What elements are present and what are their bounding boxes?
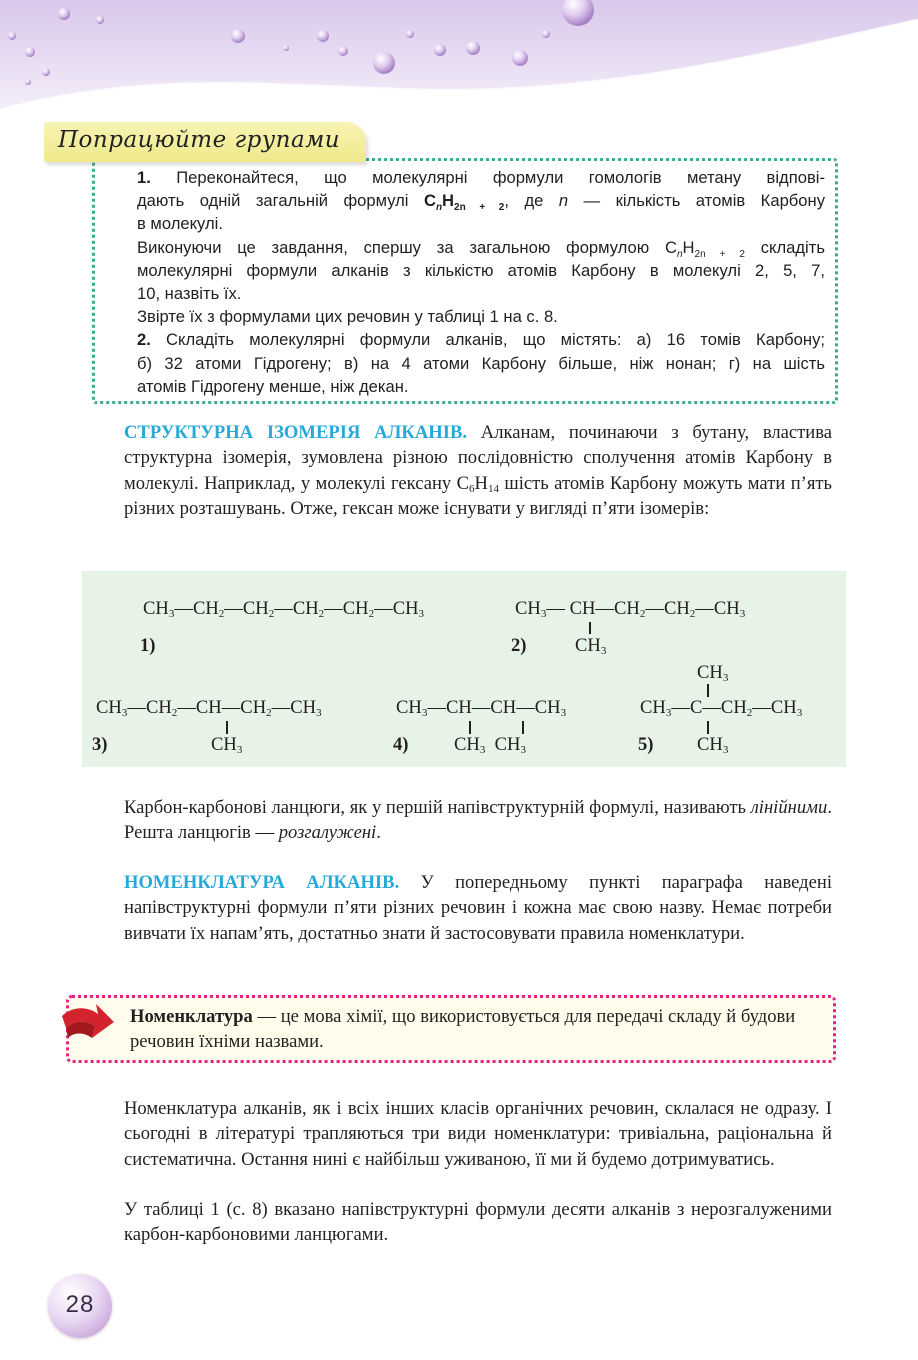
definition-body: — це мова хімії, що використовується для передачі складу й будови речовин їхніми назвами.	[130, 1006, 796, 1053]
formula-3: $CH_3—CH_2—CH—CH_2—CH_3$	[96, 697, 322, 719]
group-work-title: Попрацюйте групами	[58, 127, 341, 153]
formula-h: H	[682, 237, 695, 257]
term-branched: розгалужені	[278, 822, 377, 844]
page-number-badge	[48, 1274, 112, 1338]
term-linear: лінійними	[750, 797, 828, 818]
formula-c: C	[423, 191, 436, 211]
isomerism-heading: СТРУКТУРНА ІЗОМЕРІЯ АЛКАНІВ.	[124, 422, 468, 443]
bond-line	[589, 622, 591, 634]
chains-text: .	[376, 822, 381, 844]
nomenclature-heading: НОМЕНКЛАТУРА АЛКАНІВ.	[124, 872, 400, 893]
formula-3-number: 3)	[92, 734, 108, 755]
formula-2: $CH_3—$ $CH—CH_2—CH_2—CH_3$	[515, 598, 746, 620]
chains-text: . Решта ланцюгів —	[124, 797, 832, 844]
nomenclature-types-text: Номенклатура алканів, як і всіх інших класів органічних речовин, склалася не одразу. І сьогодні в літературі трапляються три види номенклатури: тривіальна, раціональна й систематична. Остання нині є найбільш уживаною, її ми й будемо дотримуватись.	[124, 1098, 832, 1170]
task1-line	[137, 166, 825, 189]
task2-line	[137, 328, 825, 351]
group-work-tab	[44, 122, 366, 162]
formula-h: H	[442, 191, 455, 211]
italic-n: n	[558, 191, 569, 211]
formula-4-number: 4)	[393, 734, 409, 755]
table-reference-text: У таблиці 1 (с. 8) вказано напівструктурні формули десяти алканів з нерозгалуженими карбон-карбоновими ланцюгами.	[124, 1199, 832, 1246]
formula-5: $CH_3—C—CH_2—CH_3$	[640, 697, 803, 719]
task1-text: дають одній загальній формулі	[137, 191, 424, 211]
task1-text: , де	[504, 191, 559, 211]
task1-text: Переконайтеся, що молекулярні формули гомологів метану відпові-	[176, 168, 825, 187]
formula-2-branch: $CH_3$	[575, 635, 607, 657]
nomenclature-text: У попередньому пункті параграфа наведені напівструктурні формули п’яти різних речовин і кожна має свою назву. Немає потреби вивчати їх напам’ять, достатньо знати й застосовувати правила номенклатури.	[124, 872, 832, 944]
formula-3-branch: $CH_3$	[211, 734, 243, 756]
task1-line: Звірте їх з формулами цих речовин у таблиці 1 на с. 8.	[137, 307, 558, 327]
formula-2-number: 2)	[511, 635, 527, 656]
task2-number: 2.	[137, 330, 151, 350]
isomerism-text: H	[474, 472, 488, 494]
formula-5-bottom: $CH_3$	[697, 734, 729, 756]
table-reference-paragraph	[124, 1197, 832, 1248]
task2-text: Складіть молекулярні формули алканів, що містять: а) 16 томів Карбону;	[166, 330, 825, 350]
formula-1: $CH_3—CH_2—CH_2—CH_2—CH_2—CH_3$	[143, 598, 425, 620]
task1-text: складіть	[744, 237, 825, 257]
nomenclature-types-paragraph	[124, 1096, 832, 1172]
definition-text	[130, 1004, 820, 1055]
bond-line	[707, 721, 709, 734]
formula-5-top: $CH_3$	[697, 662, 729, 684]
task1-line: в молекулі.	[137, 214, 223, 234]
task1-number: 1.	[137, 168, 151, 187]
task1-line: 10, назвіть їх.	[137, 284, 242, 304]
task1-text: — кількість атомів Карбону	[568, 191, 825, 211]
task1-line: молекулярні формули алканів з кількістю атомів Карбону в молекулі 2, 5, 7,	[137, 260, 825, 280]
bond-line	[226, 721, 228, 734]
isomerism-paragraph	[124, 420, 832, 521]
bond-line	[522, 721, 524, 734]
page-number: 28	[65, 1291, 95, 1318]
isomerism-text: Алканам, починаючи з бутану, властива структурна ізомерія, зумовлена різною послідовністю сполучення атомів Карбону в молекулі. Наприклад, у молекулі гексану C	[124, 422, 833, 494]
subscript: 6	[469, 482, 475, 495]
task2-line: б) 32 атоми Гідрогену; в) на 4 атоми Карбону більше, ніж нонан; г) на шість	[137, 353, 825, 373]
nomenclature-paragraph	[124, 870, 832, 946]
chains-paragraph	[124, 795, 832, 846]
chains-text: Карбон-карбонові ланцюги, як у першій напівструктурній формулі, називають	[124, 797, 751, 818]
decorative-bubbles-banner	[0, 0, 918, 120]
formula-4: $CH_3—CH—CH—CH_3$	[396, 697, 567, 719]
formula-5-number: 5)	[638, 734, 654, 755]
isomerism-text: шість атомів Карбону можуть мати п’ять різних розташувань. Отже, гексан може існувати у вигляді п’яти ізомерів:	[124, 472, 833, 519]
formula-subscript: 2n + 2	[454, 202, 505, 214]
formula-subscript: 2n + 2	[694, 248, 745, 260]
formula-n: n	[676, 248, 683, 260]
formula-1-number: 1)	[140, 635, 156, 656]
bond-line	[469, 721, 471, 734]
red-arrow-icon	[58, 998, 118, 1058]
task1-text: Виконуючи це завдання, спершу за загальною формулою C	[137, 237, 677, 257]
formula-4-branch: $CH_3$ $CH_3$	[454, 734, 526, 756]
subscript: 14	[487, 482, 499, 495]
task1-line	[137, 189, 825, 212]
task2-line: атомів Гідрогену менше, ніж декан.	[137, 376, 409, 396]
group-work-tasks	[137, 166, 825, 398]
definition-term: Номенклатура	[130, 1006, 253, 1027]
formula-n: n	[435, 202, 443, 214]
task1-line	[137, 236, 825, 259]
bond-line	[707, 684, 709, 697]
